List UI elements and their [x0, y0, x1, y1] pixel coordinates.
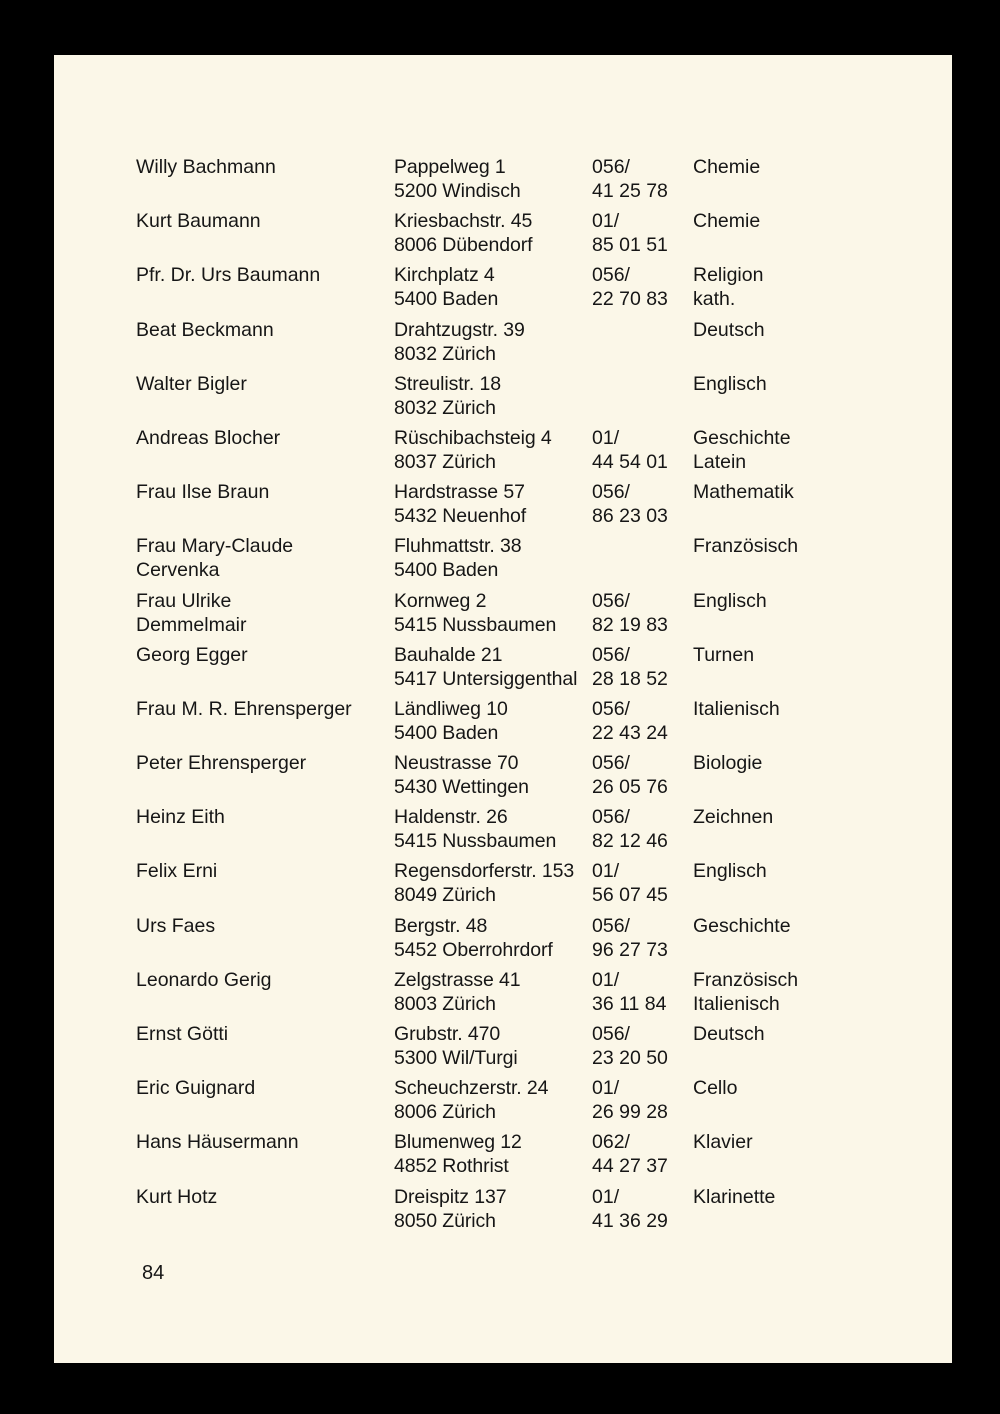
entry-subject-line: Mathematik	[693, 481, 794, 504]
entry-subject	[693, 589, 767, 613]
entry-address	[394, 805, 556, 853]
entry-phone-line: 36 11 84	[592, 992, 667, 1015]
entry-address	[394, 697, 508, 745]
entry-phone	[592, 1022, 668, 1070]
entry-subject-line: Religion	[693, 264, 764, 287]
entry-name-line: Peter Ehrensperger	[136, 752, 307, 775]
entry-name-line: Eric Guignard	[136, 1077, 256, 1100]
entry-name-line: Frau Ilse Braun	[136, 481, 270, 504]
entry-phone	[592, 751, 668, 799]
entry-subject-line: Cello	[693, 1077, 738, 1100]
entry-address-line: 8003 Zürich	[394, 992, 496, 1015]
entry-address-line: Drahtzugstr. 39	[394, 318, 525, 341]
entry-address	[394, 155, 521, 203]
entry-address-line: 5400 Baden	[394, 721, 499, 744]
entry-address-line: Dreispitz 137	[394, 1185, 507, 1208]
entry-address-line: Streulistr. 18	[394, 372, 501, 395]
entry-address-line: 5430 Wettingen	[394, 776, 529, 799]
entry-address-line: Kriesbachstr. 45	[394, 210, 533, 233]
entry-phone-line: 056/	[592, 1023, 630, 1045]
directory-entry	[136, 1185, 836, 1239]
entry-subject-line: Geschichte	[693, 426, 791, 449]
entry-name-line: Hans Häusermann	[136, 1131, 299, 1154]
entry-phone-line: 01/	[592, 1077, 620, 1100]
entry-phone-line: 82 19 83	[592, 613, 668, 636]
entry-subject-line: Turnen	[693, 643, 755, 666]
directory-entry	[136, 263, 836, 317]
entry-name-line: Leonardo Gerig	[136, 968, 272, 991]
entry-phone-line: 01/	[592, 426, 620, 449]
entry-name	[136, 697, 352, 721]
entry-name-line: Demmelmair	[136, 613, 247, 636]
entry-address	[394, 1185, 507, 1233]
entry-subject-line: Geschichte	[693, 914, 791, 937]
entry-phone	[592, 1130, 668, 1178]
entry-address	[394, 643, 577, 691]
entry-address-line: Bauhalde 21	[394, 643, 503, 666]
entry-name	[136, 914, 215, 938]
entry-phone-line: 22 43 24	[592, 721, 668, 744]
entry-address-line: 8037 Zürich	[394, 450, 496, 473]
entry-address-line: 8049 Zürich	[394, 884, 496, 907]
directory-entry	[136, 209, 836, 263]
entry-address-line: 5400 Baden	[394, 288, 499, 311]
entry-phone-line: 86 23 03	[592, 505, 668, 528]
entry-subject-line: Klarinette	[693, 1185, 776, 1208]
entry-subject-line: Englisch	[693, 589, 767, 612]
entry-subject-line: Zeichnen	[693, 806, 774, 829]
entry-phone	[592, 589, 668, 637]
entry-phone	[592, 859, 668, 907]
entry-address-line: 8050 Zürich	[394, 1209, 496, 1232]
entry-name	[136, 968, 272, 992]
entry-phone	[592, 643, 668, 691]
entry-address-line: 5415 Nussbaumen	[394, 613, 557, 636]
entry-address-line: Kirchplatz 4	[394, 264, 495, 287]
entry-address-line: 5400 Baden	[394, 559, 499, 582]
entry-address-line: Zelgstrasse 41	[394, 968, 521, 991]
entry-address	[394, 914, 553, 962]
entry-address-line: Hardstrasse 57	[394, 481, 525, 504]
entry-phone	[592, 480, 668, 528]
entry-address	[394, 1130, 522, 1178]
entry-subject	[693, 805, 773, 829]
entry-name-line: Pfr. Dr. Urs Baumann	[136, 264, 321, 287]
entry-subject-line: Französisch	[693, 968, 799, 991]
entry-address	[394, 859, 574, 907]
entry-phone-line: 41 36 29	[592, 1209, 668, 1232]
entry-name	[136, 155, 276, 179]
entry-phone-line: 23 20 50	[592, 1047, 668, 1069]
entry-address-line: 5417 Untersiggenthal	[394, 667, 578, 690]
entry-phone	[592, 209, 668, 257]
entry-phone-line: 056/	[592, 806, 630, 829]
entry-name	[136, 318, 274, 342]
entry-name	[136, 209, 261, 233]
entry-subject	[693, 426, 791, 474]
entry-phone-line: 056/	[592, 481, 630, 504]
entry-name	[136, 589, 247, 637]
entry-subject-line: Biologie	[693, 752, 763, 775]
entry-address	[394, 263, 498, 311]
entry-name	[136, 1185, 217, 1209]
entry-subject	[693, 155, 760, 179]
entry-address-line: 4852 Rothrist	[394, 1155, 509, 1178]
entry-phone	[592, 155, 668, 203]
entry-phone-line: 056/	[592, 589, 630, 612]
entry-subject	[693, 697, 780, 721]
entry-name	[136, 1076, 255, 1100]
entry-subject-line: Deutsch	[693, 318, 765, 341]
entry-phone-line: 01/	[592, 968, 620, 991]
entry-address	[394, 318, 525, 366]
entry-subject-line: Deutsch	[693, 1023, 765, 1045]
entry-subject	[693, 1022, 765, 1046]
entry-name	[136, 480, 269, 504]
entry-name-line: Walter Bigler	[136, 372, 247, 395]
entry-name-line: Kurt Baumann	[136, 210, 261, 233]
entry-name-line: Beat Beckmann	[136, 318, 274, 341]
entry-phone-line: 82 12 46	[592, 830, 668, 853]
directory-entry	[136, 914, 836, 968]
entry-address	[394, 1022, 518, 1070]
entry-address-line: Pappelweg 1	[394, 156, 506, 178]
document-page	[54, 55, 952, 1363]
entry-subject	[693, 1185, 775, 1209]
entry-subject	[693, 751, 762, 775]
entry-name	[136, 534, 293, 582]
entry-phone-line: 056/	[592, 752, 630, 775]
entry-name-line: Kurt Hotz	[136, 1185, 218, 1208]
entry-subject	[693, 372, 767, 396]
entry-address-line: Rüschibachsteig 4	[394, 426, 552, 449]
entry-address-line: 5452 Oberrohrdorf	[394, 938, 553, 961]
entry-address	[394, 426, 552, 474]
entry-phone-line: 41 25 78	[592, 180, 668, 202]
entry-subject-line: Englisch	[693, 372, 767, 395]
entry-name	[136, 426, 280, 450]
directory-entry	[136, 643, 836, 697]
entry-phone-line: 56 07 45	[592, 884, 668, 907]
entry-phone-line: 26 99 28	[592, 1101, 668, 1124]
entry-phone-line: 01/	[592, 860, 620, 883]
entry-subject-line: Chemie	[693, 156, 761, 178]
entry-subject	[693, 209, 760, 233]
entry-phone-line: 26 05 76	[592, 776, 668, 799]
entry-subject	[693, 914, 791, 938]
directory-entry	[136, 589, 836, 643]
entry-address-line: Blumenweg 12	[394, 1131, 522, 1154]
entry-subject	[693, 1130, 753, 1154]
directory-entry	[136, 1022, 836, 1076]
entry-name	[136, 751, 306, 775]
entry-subject-line: kath.	[693, 288, 736, 311]
entry-subject	[693, 534, 798, 558]
entry-phone	[592, 263, 668, 311]
entry-address-line: 5200 Windisch	[394, 180, 521, 202]
entry-address-line: 5432 Neuenhof	[394, 505, 527, 528]
entry-address-line: Ländliweg 10	[394, 697, 508, 720]
entry-name	[136, 1130, 299, 1154]
page-number: 84	[142, 1262, 165, 1284]
entry-phone	[592, 1076, 668, 1124]
entry-phone	[592, 426, 668, 474]
entry-phone	[592, 697, 668, 745]
entry-phone-line: 056/	[592, 697, 630, 720]
entry-name	[136, 805, 225, 829]
entry-subject	[693, 859, 767, 883]
entry-phone-line: 056/	[592, 914, 630, 937]
entry-phone-line: 85 01 51	[592, 234, 668, 257]
entry-address	[394, 1076, 548, 1124]
directory-entry	[136, 1130, 836, 1184]
entry-name	[136, 263, 320, 287]
entry-address-line: Neustrasse 70	[394, 752, 519, 775]
entry-phone	[592, 968, 666, 1016]
entry-address-line: Haldenstr. 26	[394, 806, 508, 829]
entry-address-line: Grubstr. 470	[394, 1023, 501, 1045]
entry-phone-line: 056/	[592, 264, 630, 287]
directory-entry	[136, 534, 836, 588]
teacher-directory-list	[136, 155, 836, 1239]
directory-entry	[136, 372, 836, 426]
directory-entry	[136, 751, 836, 805]
directory-entry	[136, 155, 836, 209]
entry-name-line: Heinz Eith	[136, 806, 225, 829]
entry-subject-line: Italienisch	[693, 992, 780, 1015]
entry-subject	[693, 968, 798, 1016]
directory-entry	[136, 1076, 836, 1130]
entry-name-line: Ernst Götti	[136, 1023, 229, 1045]
entry-address-line: Fluhmattstr. 38	[394, 535, 522, 558]
entry-phone-line: 44 54 01	[592, 450, 668, 473]
entry-phone-line: 062/	[592, 1131, 630, 1154]
entry-phone-line: 28 18 52	[592, 667, 668, 690]
entry-name-line: Felix Erni	[136, 860, 218, 883]
entry-address-line: 5415 Nussbaumen	[394, 830, 557, 853]
entry-name-line: Urs Faes	[136, 914, 216, 937]
entry-address-line: 5300 Wil/Turgi	[394, 1047, 518, 1069]
entry-phone	[592, 914, 668, 962]
entry-phone-line: 44 27 37	[592, 1155, 668, 1178]
entry-subject	[693, 480, 794, 504]
entry-address-line: Kornweg 2	[394, 589, 487, 612]
entry-phone-line: 056/	[592, 643, 630, 666]
entry-name	[136, 1022, 228, 1046]
directory-entry	[136, 859, 836, 913]
entry-phone-line: 01/	[592, 1185, 620, 1208]
entry-address	[394, 209, 532, 257]
entry-phone	[592, 805, 668, 853]
directory-entry	[136, 480, 836, 534]
entry-name-line: Andreas Blocher	[136, 426, 281, 449]
entry-address	[394, 372, 501, 420]
entry-name	[136, 859, 217, 883]
directory-entry	[136, 318, 836, 372]
entry-name-line: Georg Egger	[136, 643, 248, 666]
entry-subject	[693, 263, 763, 311]
entry-name-line: Cervenka	[136, 559, 220, 582]
entry-phone-line: 01/	[592, 210, 620, 233]
entry-subject-line: Chemie	[693, 210, 761, 233]
entry-phone-line: 056/	[592, 156, 630, 178]
entry-subject	[693, 1076, 737, 1100]
entry-address-line: 8032 Zürich	[394, 342, 496, 365]
entry-address-line: 8006 Zürich	[394, 1101, 496, 1124]
entry-address-line: Bergstr. 48	[394, 914, 488, 937]
entry-subject-line: Englisch	[693, 860, 767, 883]
entry-subject-line: Latein	[693, 450, 747, 473]
entry-name-line: Frau Ulrike	[136, 589, 232, 612]
entry-subject	[693, 318, 765, 342]
entry-name	[136, 372, 247, 396]
entry-name-line: Frau M. R. Ehrensperger	[136, 697, 352, 720]
entry-name-line: Frau Mary-Claude	[136, 535, 294, 558]
directory-entry	[136, 968, 836, 1022]
entry-phone-line: 22 70 83	[592, 288, 668, 311]
entry-address	[394, 968, 521, 1016]
entry-subject	[693, 643, 754, 667]
entry-subject-line: Klavier	[693, 1131, 753, 1154]
entry-address	[394, 480, 526, 528]
directory-entry	[136, 697, 836, 751]
entry-phone-line: 96 27 73	[592, 938, 668, 961]
entry-address-line: Regensdorferstr. 153	[394, 860, 575, 883]
entry-subject-line: Italienisch	[693, 697, 780, 720]
entry-address	[394, 589, 556, 637]
entry-address	[394, 751, 529, 799]
entry-name-line: Willy Bachmann	[136, 156, 276, 178]
entry-address-line: Scheuchzerstr. 24	[394, 1077, 549, 1100]
directory-entry	[136, 426, 836, 480]
entry-address	[394, 534, 521, 582]
entry-address-line: 8006 Dübendorf	[394, 234, 533, 257]
directory-entry	[136, 805, 836, 859]
entry-subject-line: Französisch	[693, 535, 799, 558]
entry-name	[136, 643, 248, 667]
entry-address-line: 8032 Zürich	[394, 396, 496, 419]
entry-phone	[592, 1185, 668, 1233]
